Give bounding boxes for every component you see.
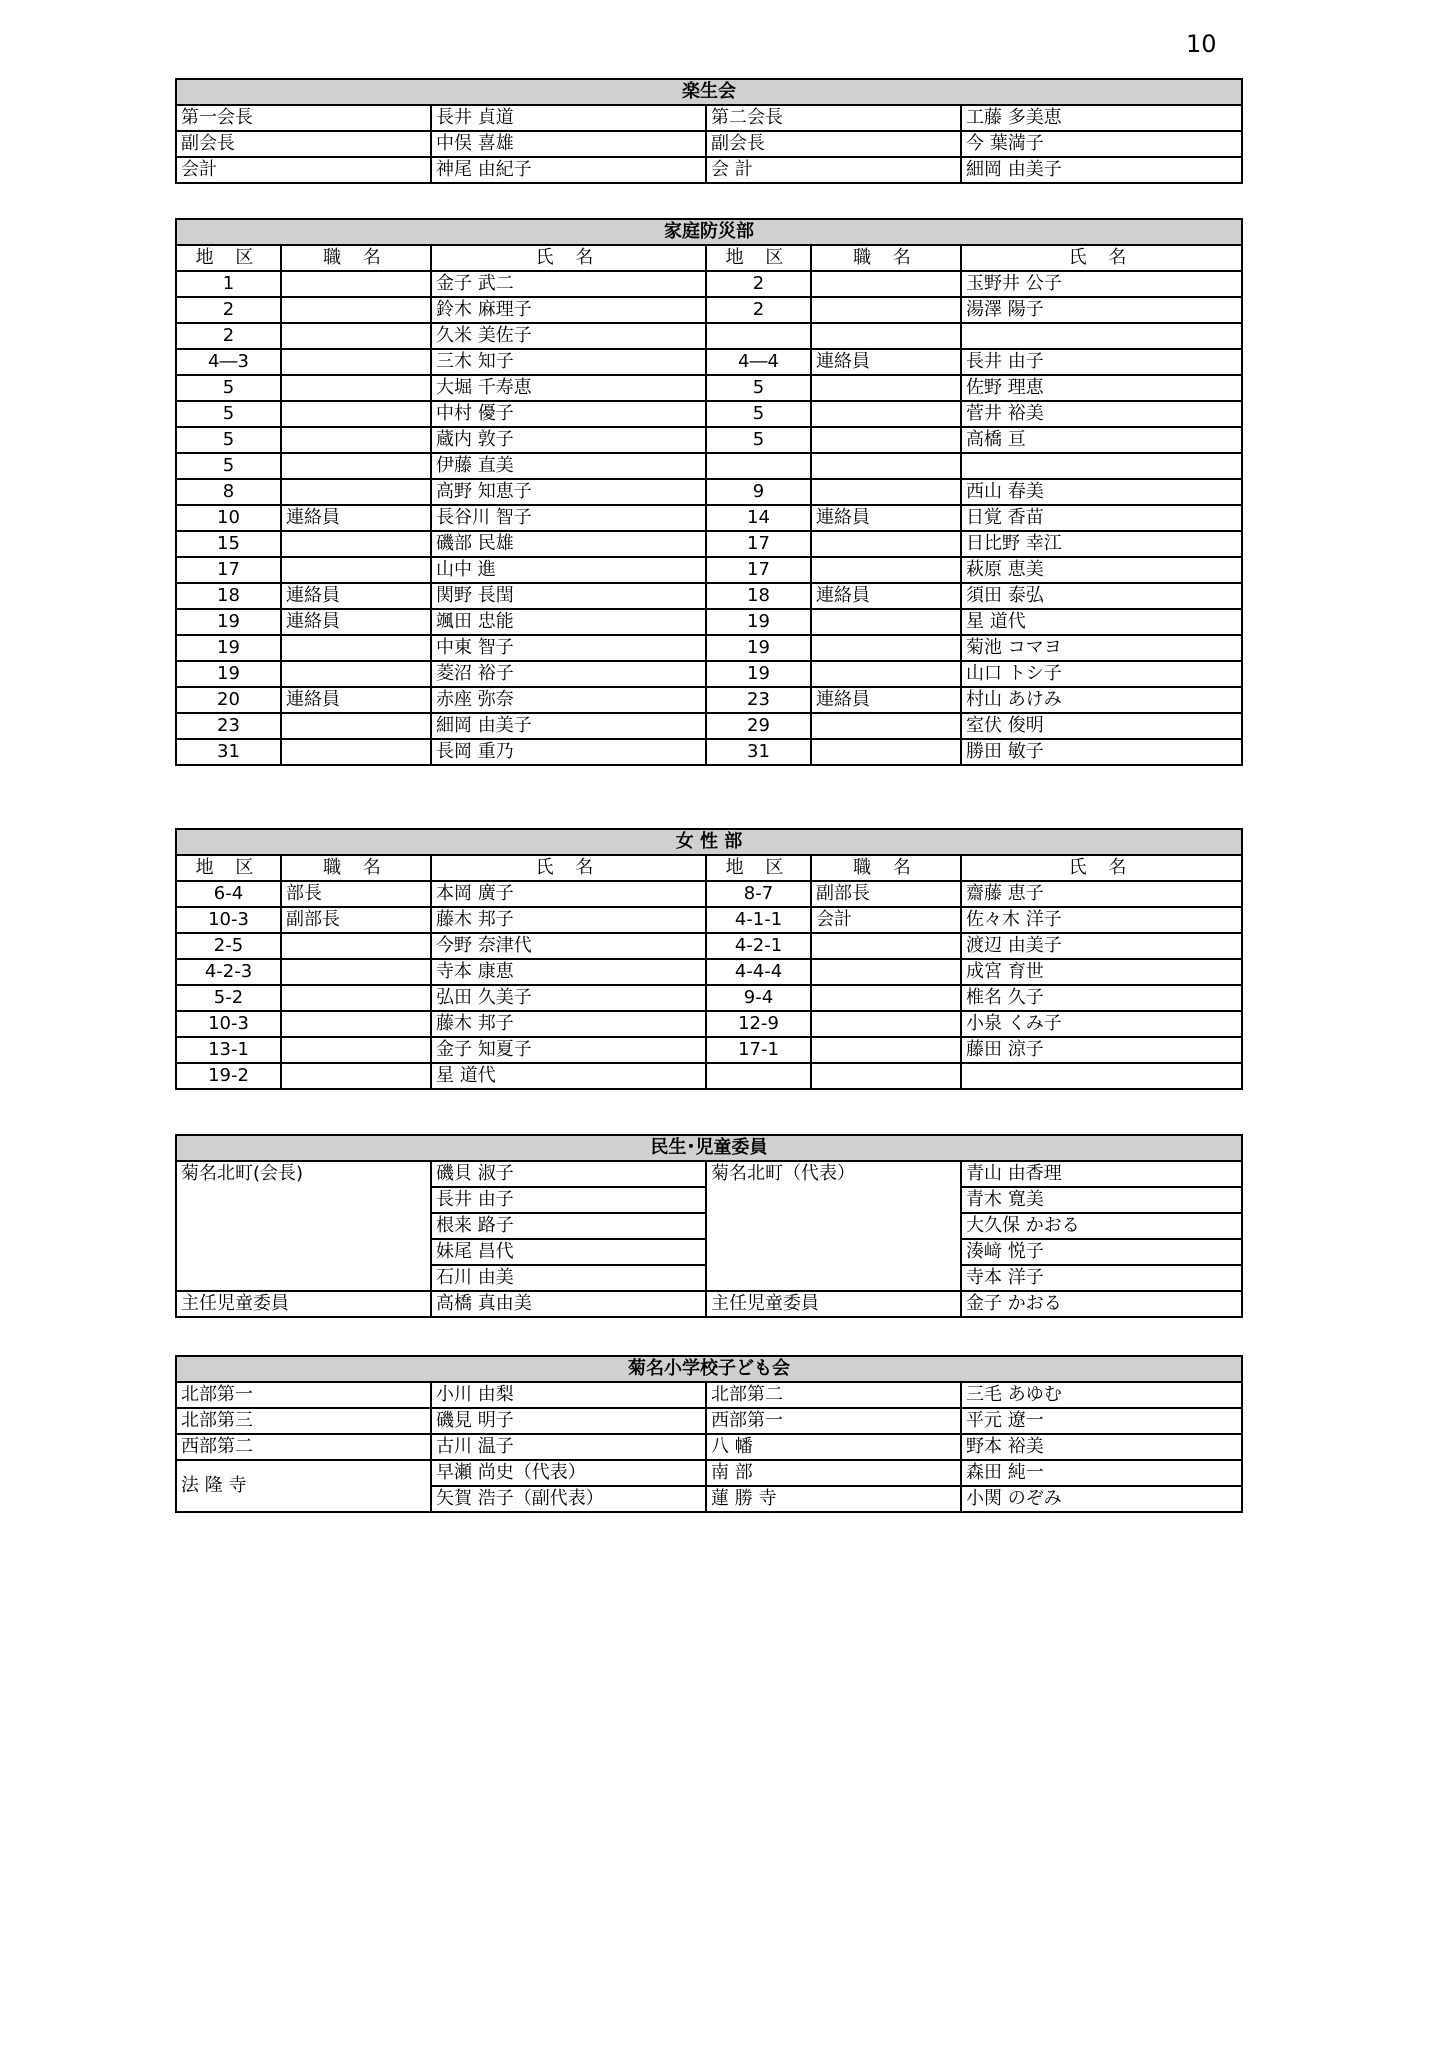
kodomo-name: 古川 温子: [431, 1434, 706, 1460]
column-header: 氏 名: [431, 245, 706, 271]
role-cell: [281, 531, 431, 557]
role-cell: [811, 1063, 961, 1089]
name-cell: 星 道代: [431, 1063, 706, 1089]
district-cell: 2-5: [176, 933, 281, 959]
name-cell: 高橋 亘: [961, 427, 1242, 453]
role-cell: [281, 349, 431, 375]
table-row: [176, 635, 1242, 661]
kodomo-name: 三毛 あゆむ: [961, 1382, 1242, 1408]
column-header: 地 区: [706, 855, 811, 881]
role-cell: [811, 479, 961, 505]
role-cell: 連絡員: [281, 609, 431, 635]
name-cell: 大堀 千寿恵: [431, 375, 706, 401]
name-cell: 蔵内 敦子: [431, 427, 706, 453]
table-row: [176, 985, 1242, 1011]
rakusei-name: 中俣 喜雄: [431, 131, 706, 157]
minsei-left-name: 石川 由美: [431, 1265, 706, 1291]
name-cell: 室伏 俊明: [961, 713, 1242, 739]
rakusei-name: 工藤 多美恵: [961, 105, 1242, 131]
role-cell: [281, 323, 431, 349]
role-cell: [281, 661, 431, 687]
district-cell: 1: [176, 271, 281, 297]
name-cell: 鈴木 麻理子: [431, 297, 706, 323]
district-cell: 4―3: [176, 349, 281, 375]
role-cell: 副部長: [281, 907, 431, 933]
district-cell: 19: [706, 661, 811, 687]
rakusei-table: [175, 78, 1243, 184]
name-cell: 赤座 弥奈: [431, 687, 706, 713]
table-row: [176, 1011, 1242, 1037]
kodomo-name: 平元 遼一: [961, 1408, 1242, 1434]
kodomo-horyuji-label: 法 隆 寺: [176, 1460, 431, 1512]
name-cell: 本岡 廣子: [431, 881, 706, 907]
kodomo-name: 野本 裕美: [961, 1434, 1242, 1460]
table-row: [176, 131, 1242, 157]
rakusei-title: 楽生会: [176, 79, 1242, 105]
role-cell: [811, 271, 961, 297]
column-header: 氏 名: [431, 855, 706, 881]
district-cell: 18: [706, 583, 811, 609]
column-header: 氏 名: [961, 245, 1242, 271]
role-cell: [281, 271, 431, 297]
district-cell: 19-2: [176, 1063, 281, 1089]
table-row: [176, 1434, 1242, 1460]
role-cell: 部長: [281, 881, 431, 907]
minsei-chief-name: 金子 かおる: [961, 1291, 1242, 1317]
name-cell: 三木 知子: [431, 349, 706, 375]
role-cell: [281, 427, 431, 453]
table-row: [176, 323, 1242, 349]
role-cell: [811, 323, 961, 349]
district-cell: 5: [706, 427, 811, 453]
role-cell: [281, 479, 431, 505]
district-cell: 19: [176, 635, 281, 661]
name-cell: 椎名 久子: [961, 985, 1242, 1011]
kodomo-name: 小川 由梨: [431, 1382, 706, 1408]
minsei-table: [175, 1134, 1243, 1318]
district-cell: [706, 1063, 811, 1089]
district-cell: 2: [176, 297, 281, 323]
minsei-chief-label: 主任児童委員: [176, 1291, 431, 1317]
role-cell: [811, 713, 961, 739]
name-cell: 小泉 くみ子: [961, 1011, 1242, 1037]
minsei-left-name: 根来 路子: [431, 1213, 706, 1239]
district-cell: 4-1-1: [706, 907, 811, 933]
role-cell: [281, 985, 431, 1011]
role-cell: [281, 297, 431, 323]
kodomo-area: 南 部: [706, 1460, 961, 1486]
table-row: [176, 427, 1242, 453]
table-row: [176, 661, 1242, 687]
kodomo-horyuji-name: 矢賀 浩子（副代表）: [431, 1486, 706, 1512]
table-row: [176, 401, 1242, 427]
rakusei-name: 長井 貞道: [431, 105, 706, 131]
name-cell: 久米 美佐子: [431, 323, 706, 349]
rakusei-name: 今 葉満子: [961, 131, 1242, 157]
district-cell: 18: [176, 583, 281, 609]
role-cell: [281, 1063, 431, 1089]
rakusei-role: 会 計: [706, 157, 961, 183]
table-row: [176, 739, 1242, 765]
table-row: [176, 881, 1242, 907]
table-row: [176, 1382, 1242, 1408]
role-cell: [811, 661, 961, 687]
column-header: 地 区: [176, 855, 281, 881]
name-cell: 金子 武二: [431, 271, 706, 297]
district-cell: 5: [176, 453, 281, 479]
name-cell: 長岡 重乃: [431, 739, 706, 765]
minsei-right-name: 青木 寛美: [961, 1187, 1242, 1213]
district-cell: 17: [176, 557, 281, 583]
district-cell: 5-2: [176, 985, 281, 1011]
minsei-left-label: 菊名北町(会長): [176, 1161, 431, 1291]
district-cell: 4-2-3: [176, 959, 281, 985]
table-row: [176, 1063, 1242, 1089]
name-cell: 藤田 涼子: [961, 1037, 1242, 1063]
kodomo-horyuji-name: 早瀬 尚史（代表）: [431, 1460, 706, 1486]
name-cell: 勝田 敏子: [961, 739, 1242, 765]
name-cell: 須田 泰弘: [961, 583, 1242, 609]
kateibousai-table: [175, 218, 1243, 766]
name-cell: 西山 春美: [961, 479, 1242, 505]
minsei-chief-label: 主任児童委員: [706, 1291, 961, 1317]
josei-table: [175, 828, 1243, 1090]
column-header: 職 名: [811, 245, 961, 271]
district-cell: 19: [176, 609, 281, 635]
role-cell: 連絡員: [811, 687, 961, 713]
district-cell: 5: [176, 427, 281, 453]
role-cell: [811, 531, 961, 557]
table-row: [176, 933, 1242, 959]
name-cell: 金子 知夏子: [431, 1037, 706, 1063]
header-row: [176, 855, 1242, 881]
name-cell: 関野 長閏: [431, 583, 706, 609]
name-cell: 山口 トシ子: [961, 661, 1242, 687]
rakusei-name: 細岡 由美子: [961, 157, 1242, 183]
district-cell: 19: [706, 609, 811, 635]
table-row: [176, 453, 1242, 479]
kodomo-area: 北部第一: [176, 1382, 431, 1408]
page-number: 10: [1186, 30, 1217, 58]
role-cell: [811, 375, 961, 401]
district-cell: 6-4: [176, 881, 281, 907]
minsei-left-name: 妹尾 昌代: [431, 1239, 706, 1265]
name-cell: 星 道代: [961, 609, 1242, 635]
district-cell: [706, 323, 811, 349]
column-header: 地 区: [706, 245, 811, 271]
column-header: 職 名: [281, 855, 431, 881]
kodomo-name: 森田 純一: [961, 1460, 1242, 1486]
table-row: [176, 959, 1242, 985]
district-cell: 23: [176, 713, 281, 739]
name-cell: 日覚 香苗: [961, 505, 1242, 531]
role-cell: [811, 1037, 961, 1063]
role-cell: [811, 959, 961, 985]
kodomo-name: 小関 のぞみ: [961, 1486, 1242, 1512]
role-cell: [281, 1011, 431, 1037]
role-cell: [811, 985, 961, 1011]
role-cell: 連絡員: [281, 505, 431, 531]
role-cell: [811, 401, 961, 427]
district-cell: [706, 453, 811, 479]
name-cell: 高野 知恵子: [431, 479, 706, 505]
role-cell: [281, 959, 431, 985]
rakusei-name: 神尾 由紀子: [431, 157, 706, 183]
role-cell: 会計: [811, 907, 961, 933]
district-cell: 5: [706, 375, 811, 401]
district-cell: 9: [706, 479, 811, 505]
district-cell: 10-3: [176, 1011, 281, 1037]
district-cell: 2: [706, 297, 811, 323]
kodomo-title: 菊名小学校子ども会: [176, 1356, 1242, 1382]
name-cell: 中東 智子: [431, 635, 706, 661]
role-cell: 連絡員: [811, 349, 961, 375]
name-cell: 弘田 久美子: [431, 985, 706, 1011]
district-cell: 20: [176, 687, 281, 713]
kodomo-area: 北部第三: [176, 1408, 431, 1434]
name-cell: 成宮 育世: [961, 959, 1242, 985]
name-cell: 颯田 忠能: [431, 609, 706, 635]
table-row: [176, 583, 1242, 609]
district-cell: 8: [176, 479, 281, 505]
name-cell: 山中 進: [431, 557, 706, 583]
minsei-right-name: 大久保 かおる: [961, 1213, 1242, 1239]
table-row: [176, 271, 1242, 297]
table-row: [176, 479, 1242, 505]
district-cell: 5: [176, 375, 281, 401]
district-cell: 9-4: [706, 985, 811, 1011]
district-cell: 5: [176, 401, 281, 427]
role-cell: [281, 453, 431, 479]
kodomo-area: 蓮 勝 寺: [706, 1486, 961, 1512]
name-cell: 玉野井 公子: [961, 271, 1242, 297]
kodomo-area: 西部第一: [706, 1408, 961, 1434]
minsei-right-label: 菊名北町（代表）: [706, 1161, 961, 1291]
name-cell: 磯部 民雄: [431, 531, 706, 557]
kodomo-area: 西部第二: [176, 1434, 431, 1460]
minsei-left-name: 磯貝 淑子: [431, 1161, 706, 1187]
minsei-title: 民生･児童委員: [176, 1135, 1242, 1161]
district-cell: 12-9: [706, 1011, 811, 1037]
district-cell: 17: [706, 557, 811, 583]
district-cell: 23: [706, 687, 811, 713]
table-row: [176, 157, 1242, 183]
name-cell: 細岡 由美子: [431, 713, 706, 739]
table-row: [176, 297, 1242, 323]
name-cell: 齋藤 恵子: [961, 881, 1242, 907]
district-cell: 31: [706, 739, 811, 765]
district-cell: 5: [706, 401, 811, 427]
district-cell: 2: [176, 323, 281, 349]
role-cell: 連絡員: [811, 583, 961, 609]
column-header: 氏 名: [961, 855, 1242, 881]
table-row: [176, 1037, 1242, 1063]
column-header: 職 名: [281, 245, 431, 271]
column-header: 地 区: [176, 245, 281, 271]
name-cell: 中村 優子: [431, 401, 706, 427]
name-cell: 渡辺 由美子: [961, 933, 1242, 959]
name-cell: [961, 453, 1242, 479]
role-cell: 連絡員: [281, 687, 431, 713]
role-cell: [281, 1037, 431, 1063]
role-cell: [281, 933, 431, 959]
rakusei-role: 副会長: [706, 131, 961, 157]
minsei-chief-name: 高橋 真由美: [431, 1291, 706, 1317]
name-cell: 藤木 邦子: [431, 907, 706, 933]
role-cell: [811, 427, 961, 453]
table-row: [176, 105, 1242, 131]
name-cell: 日比野 幸江: [961, 531, 1242, 557]
rakusei-role: 副会長: [176, 131, 431, 157]
role-cell: 副部長: [811, 881, 961, 907]
kodomo-table: [175, 1355, 1243, 1513]
role-cell: [811, 557, 961, 583]
district-cell: 8-7: [706, 881, 811, 907]
name-cell: 菱沼 裕子: [431, 661, 706, 687]
district-cell: 31: [176, 739, 281, 765]
name-cell: 村山 あけみ: [961, 687, 1242, 713]
kodomo-area: 八 幡: [706, 1434, 961, 1460]
district-cell: 17: [706, 531, 811, 557]
role-cell: [281, 557, 431, 583]
rakusei-role: 会計: [176, 157, 431, 183]
name-cell: 佐々木 洋子: [961, 907, 1242, 933]
name-cell: [961, 323, 1242, 349]
name-cell: 寺本 康恵: [431, 959, 706, 985]
name-cell: 長井 由子: [961, 349, 1242, 375]
rakusei-role: 第一会長: [176, 105, 431, 131]
role-cell: [811, 739, 961, 765]
role-cell: [811, 297, 961, 323]
district-cell: 4-4-4: [706, 959, 811, 985]
role-cell: [281, 713, 431, 739]
role-cell: [811, 635, 961, 661]
district-cell: 19: [176, 661, 281, 687]
table-row: [176, 907, 1242, 933]
name-cell: [961, 1063, 1242, 1089]
district-cell: 2: [706, 271, 811, 297]
name-cell: 伊藤 直美: [431, 453, 706, 479]
table-row: [176, 505, 1242, 531]
rakusei-role: 第二会長: [706, 105, 961, 131]
district-cell: 10-3: [176, 907, 281, 933]
district-cell: 17-1: [706, 1037, 811, 1063]
table-row: [176, 713, 1242, 739]
district-cell: 4-2-1: [706, 933, 811, 959]
name-cell: 藤木 邦子: [431, 1011, 706, 1037]
role-cell: 連絡員: [811, 505, 961, 531]
role-cell: [811, 609, 961, 635]
kodomo-name: 磯見 明子: [431, 1408, 706, 1434]
district-cell: 4―4: [706, 349, 811, 375]
district-cell: 14: [706, 505, 811, 531]
minsei-right-name: 寺本 洋子: [961, 1265, 1242, 1291]
district-cell: 19: [706, 635, 811, 661]
name-cell: 萩原 恵美: [961, 557, 1242, 583]
name-cell: 菊池 コマヨ: [961, 635, 1242, 661]
role-cell: [281, 739, 431, 765]
district-cell: 15: [176, 531, 281, 557]
minsei-right-name: 青山 由香理: [961, 1161, 1242, 1187]
header-row: [176, 245, 1242, 271]
name-cell: 湯澤 陽子: [961, 297, 1242, 323]
role-cell: [281, 375, 431, 401]
table-row: [176, 531, 1242, 557]
role-cell: [811, 1011, 961, 1037]
district-cell: 13-1: [176, 1037, 281, 1063]
table-row: [176, 609, 1242, 635]
district-cell: 29: [706, 713, 811, 739]
role-cell: [281, 635, 431, 661]
role-cell: [811, 453, 961, 479]
column-header: 職 名: [811, 855, 961, 881]
table-row: [176, 687, 1242, 713]
district-cell: 10: [176, 505, 281, 531]
table-row: [176, 1408, 1242, 1434]
table-row: [176, 557, 1242, 583]
role-cell: [811, 933, 961, 959]
name-cell: 今野 奈津代: [431, 933, 706, 959]
minsei-left-name: 長井 由子: [431, 1187, 706, 1213]
table-row: [176, 349, 1242, 375]
name-cell: 菅井 裕美: [961, 401, 1242, 427]
kateibousai-title: 家庭防災部: [176, 219, 1242, 245]
kodomo-area: 北部第二: [706, 1382, 961, 1408]
role-cell: 連絡員: [281, 583, 431, 609]
role-cell: [281, 401, 431, 427]
name-cell: 長谷川 智子: [431, 505, 706, 531]
table-row: [176, 375, 1242, 401]
josei-title: 女 性 部: [176, 829, 1242, 855]
minsei-right-name: 湊﨑 悦子: [961, 1239, 1242, 1265]
name-cell: 佐野 理恵: [961, 375, 1242, 401]
